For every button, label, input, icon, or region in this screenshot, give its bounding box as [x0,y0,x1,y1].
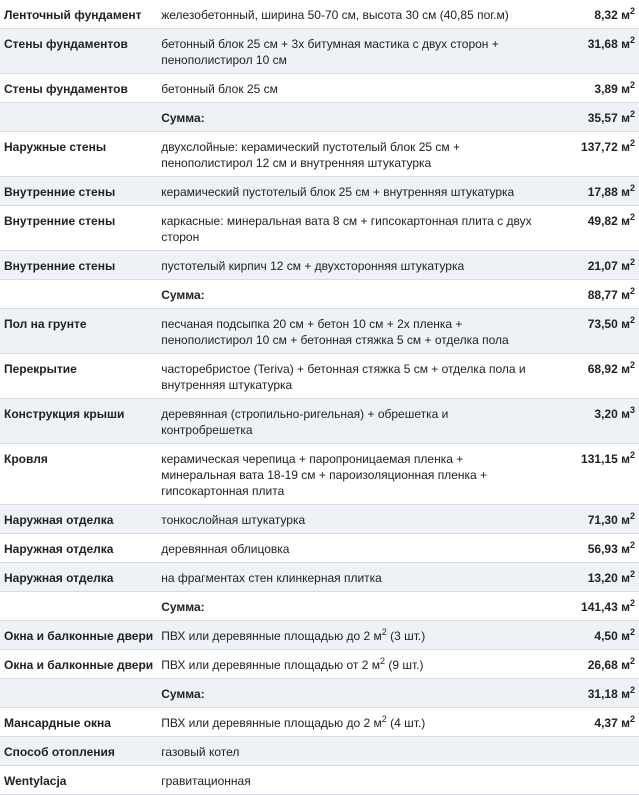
element-description [157,563,538,592]
element-description [157,251,538,280]
description-text: бетонный блок 25 см [161,82,278,96]
unit-superscript: 2 [629,685,635,695]
description-text: Сумма: [161,600,205,614]
unit-superscript: 2 [629,212,635,222]
element-name [0,280,157,309]
value-number: 35,57 [587,111,618,125]
value-unit: м [621,8,630,22]
sum-label [157,103,538,132]
table-row [0,354,639,399]
element-name: Стены фундаментов [0,74,157,103]
sum-row [0,103,639,132]
element-name: Кровля [0,444,157,505]
description-text: газовый котел [161,745,240,759]
unit-superscript: 2 [629,315,635,325]
description-text: керамическая черепица + паропроницаемая пленка + минеральная вата 18-19 см + пароизоляционная пленка + гипсокартонная плита [161,452,488,498]
unit-superscript: 2 [629,35,635,45]
unit-superscript: 3 [629,405,635,415]
value-unit: м [621,288,630,302]
quantity-value [538,399,639,444]
description-text: тонкослойная штукатурка [161,513,306,527]
sum-value [538,280,639,309]
element-description [157,206,538,251]
sum-label [157,679,538,708]
unit-superscript: 2 [629,109,635,119]
description-text: гравитационная [161,774,251,788]
value-unit: м [621,716,630,730]
value-unit: м [621,362,630,376]
value-number: 31,18 [587,687,618,701]
value-unit: м [621,600,630,614]
description-text: ПВХ или деревянные площадью до 2 м [161,629,382,643]
table-row [0,0,639,29]
value-unit: м [621,452,630,466]
element-name: Стены фундаментов [0,29,157,74]
sum-value [538,103,639,132]
element-description [157,505,538,534]
quantity-value [538,621,639,650]
table-row [0,132,639,177]
table-row [0,737,639,766]
description-text: Сумма: [161,288,205,302]
element-description [157,0,538,29]
description-text: каркасные: минеральная вата 8 см + гипсокартонная плита с двух сторон [161,214,532,244]
quantity-value [538,29,639,74]
value-unit: м [621,629,630,643]
quantity-value [538,309,639,354]
value-number: 8,32 [594,8,618,22]
table-row [0,505,639,534]
sum-row [0,679,639,708]
element-name: Внутренние стены [0,206,157,251]
value-number: 31,68 [587,37,618,51]
value-unit: м [621,687,630,701]
unit-superscript: 2 [629,656,635,666]
description-text: Сумма: [161,687,205,701]
unit-superscript: 2 [629,569,635,579]
unit-superscript: 2 [629,714,635,724]
unit-superscript: 2 [629,80,635,90]
description-text: пустотелый кирпич 12 см + двухсторонняя штукатурка [161,259,465,273]
value-number: 56,93 [587,542,618,556]
quantity-value [538,444,639,505]
element-description [157,444,538,505]
description-text: деревянная (стропильно-ригельная) + обрешетка и контробрешетка [161,407,449,437]
quantity-value [538,206,639,251]
value-number: 88,77 [587,288,618,302]
value-number: 131,15 [581,452,618,466]
value-unit: м [621,185,630,199]
value-unit: м [621,140,630,154]
element-name: Наружная отделка [0,534,157,563]
value-unit: м [621,317,630,331]
table-row [0,766,639,795]
quantity-value [538,177,639,206]
value-unit: м [621,214,630,228]
quantity-value [538,354,639,399]
sum-row [0,280,639,309]
table-row [0,251,639,280]
element-description [157,132,538,177]
quantity-value [538,505,639,534]
value-unit: м [621,407,630,421]
element-name: Наружная отделка [0,505,157,534]
element-name: Пол на грунте [0,309,157,354]
element-name: Внутренние стены [0,177,157,206]
description-superscript: 2 [381,627,387,637]
description-text: песчаная подсыпка 20 см + бетон 10 см + 2х пленка + пенополистирол 10 см + бетонная стяжка 5 см + отделка пола [161,317,509,347]
element-description [157,708,538,737]
unit-superscript: 2 [629,6,635,16]
description-text: на фрагментах стен клинкерная плитка [161,571,382,585]
value-number: 4,50 [594,629,618,643]
sum-label [157,592,538,621]
sum-label [157,280,538,309]
description-text: деревянная облицовка [161,542,290,556]
description-text: бетонный блок 25 см + 3х битумная мастика с двух сторон + пенополистирол 10 см [161,37,499,67]
value-number: 49,82 [587,214,618,228]
value-unit: м [621,111,630,125]
unit-superscript: 2 [629,450,635,460]
description-text: ПВХ или деревянные площадью от 2 м [161,658,380,672]
description-text: железобетонный, ширина 50-70 см, высота 30 см (40,85 пог.м) [161,8,509,22]
element-description [157,309,538,354]
table-row [0,309,639,354]
quantity-value [538,563,639,592]
quantity-value [538,74,639,103]
sum-row [0,592,639,621]
table-row [0,206,639,251]
element-description [157,177,538,206]
value-number: 17,88 [587,185,618,199]
description-superscript: 2 [380,656,386,666]
unit-superscript: 2 [629,360,635,370]
unit-superscript: 2 [629,627,635,637]
unit-superscript: 2 [629,511,635,521]
value-number: 3,20 [594,407,618,421]
element-name [0,592,157,621]
value-number: 137,72 [581,140,618,154]
element-name: Ленточный фундамент [0,0,157,29]
element-name: Окна и балконные двери [0,621,157,650]
value-unit: м [621,513,630,527]
value-number: 73,50 [587,317,618,331]
value-number: 3,89 [594,82,618,96]
value-unit: м [621,259,630,273]
value-unit: м [621,542,630,556]
description-text: ПВХ или деревянные площадью до 2 м [161,716,382,730]
table-row [0,74,639,103]
sum-value [538,592,639,621]
quantity-value [538,766,639,795]
sum-value [538,679,639,708]
unit-superscript: 2 [629,257,635,267]
element-description [157,621,538,650]
description-text: двухслойные: керамический пустотелый блок 25 см + пенополистирол 12 см и внутренняя штукатурка [161,140,461,170]
value-number: 21,07 [587,259,618,273]
value-number: 13,20 [587,571,618,585]
value-unit: м [621,571,630,585]
value-unit: м [621,658,630,672]
table-row [0,708,639,737]
element-description [157,29,538,74]
element-name: Внутренние стены [0,251,157,280]
element-name: Перекрытие [0,354,157,399]
element-name: Наружные стены [0,132,157,177]
element-description [157,354,538,399]
element-description [157,766,538,795]
element-name: Мансардные окна [0,708,157,737]
element-name [0,103,157,132]
quantity-value [538,737,639,766]
value-number: 141,43 [581,600,618,614]
table-row [0,563,639,592]
quantity-value [538,251,639,280]
description-tail: (3 шт.) [386,629,426,643]
description-text: часторебристое (Teriva) + бетонная стяжка 5 см + отделка пола и внутренняя штукатурка [161,362,526,392]
quantity-value [538,534,639,563]
quantity-value [538,0,639,29]
table-row [0,621,639,650]
value-unit: м [621,37,630,51]
table-row [0,444,639,505]
element-name: Способ отопления [0,737,157,766]
element-name: Wentylacja [0,766,157,795]
description-text: керамический пустотелый блок 25 см + внутренняя штукатурка [161,185,515,199]
description-superscript: 2 [381,714,387,724]
value-number: 26,68 [587,658,618,672]
description-tail: (9 шт.) [385,658,424,672]
value-number: 4,37 [594,716,618,730]
element-description [157,399,538,444]
description-tail: (4 шт.) [386,716,426,730]
table-row [0,29,639,74]
element-description [157,74,538,103]
quantity-value [538,708,639,737]
unit-superscript: 2 [629,540,635,550]
element-name [0,679,157,708]
value-number: 68,92 [587,362,618,376]
table-row [0,399,639,444]
table-row [0,650,639,679]
unit-superscript: 2 [629,286,635,296]
element-description [157,534,538,563]
element-name: Наружная отделка [0,563,157,592]
table-row [0,534,639,563]
unit-superscript: 2 [629,138,635,148]
table-row [0,177,639,206]
unit-superscript: 2 [629,183,635,193]
quantity-value [538,650,639,679]
unit-superscript: 2 [629,598,635,608]
element-description [157,650,538,679]
element-name: Конструкция крыши [0,399,157,444]
value-unit: м [621,82,630,96]
description-text: Сумма: [161,111,205,125]
quantity-value [538,132,639,177]
value-number: 71,30 [587,513,618,527]
element-name: Окна и балконные двери [0,650,157,679]
element-description [157,737,538,766]
